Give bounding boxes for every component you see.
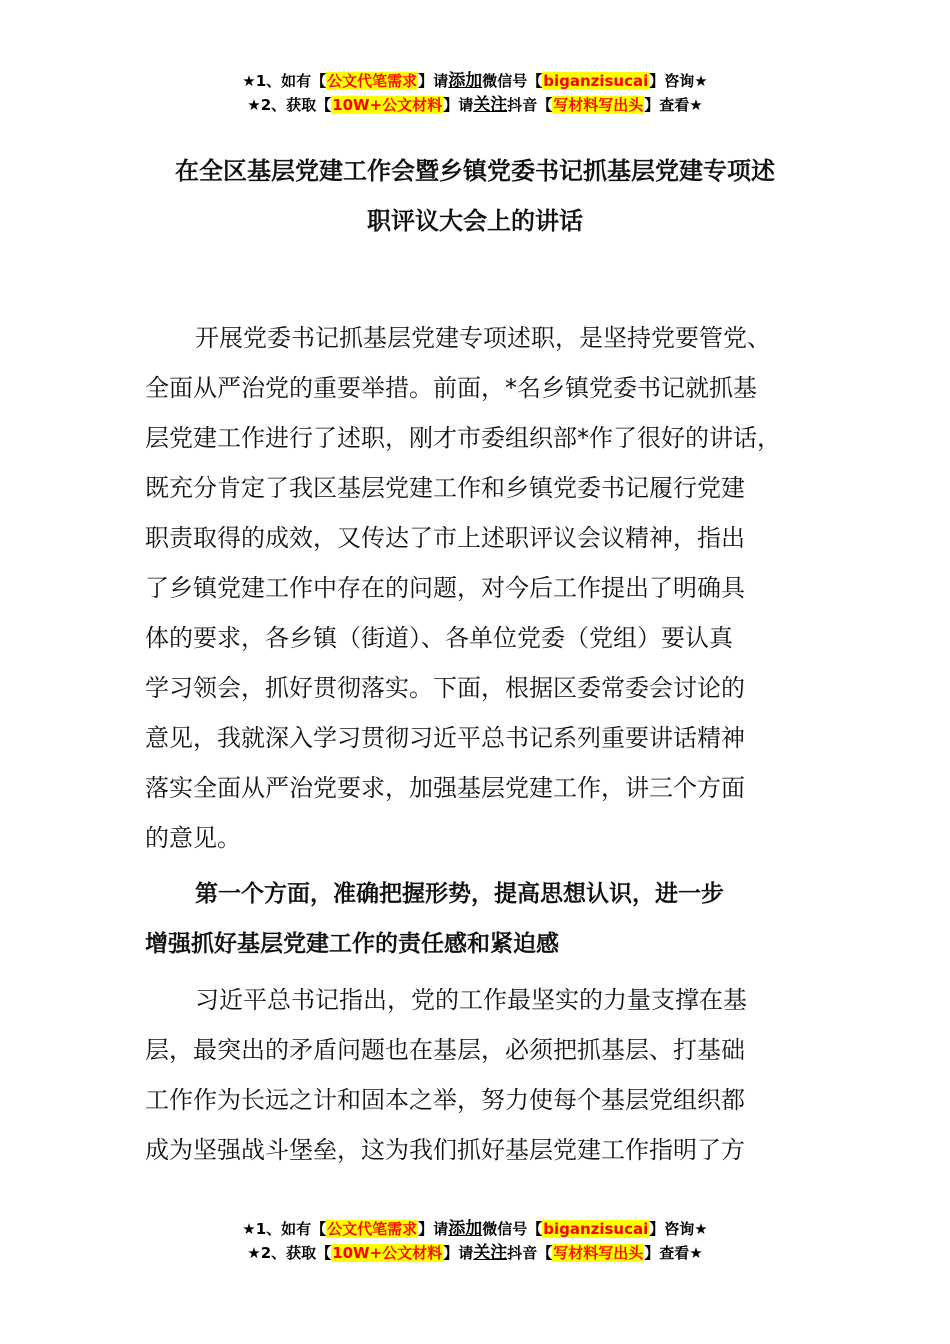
body-line: 意见，我就深入学习贯彻习近平总书记系列重要讲话精神 bbox=[145, 724, 745, 752]
highlight-wechat-id: biganzisucai bbox=[543, 72, 649, 90]
notice-line-1 bbox=[0, 1217, 950, 1241]
body-line: 层党建工作进行了述职，刚才市委组织部*作了很好的讲话， bbox=[145, 424, 781, 452]
notice-emphasis: 关注 bbox=[473, 1243, 508, 1263]
body-line: 成为坚强战斗堡垒，这为我们抓好基层党建工作指明了方 bbox=[145, 1136, 745, 1164]
body-line: 学习领会，抓好贯彻落实。下面，根据区委常委会讨论的 bbox=[145, 674, 745, 702]
notice-text: 】请 bbox=[418, 1220, 449, 1238]
body-line: 既充分肯定了我区基层党建工作和乡镇党委书记履行党建 bbox=[145, 474, 745, 502]
highlight-materials: 10W+公文材料 bbox=[332, 96, 443, 114]
paragraph-intro bbox=[145, 313, 835, 863]
title-line: 职评议大会上的讲话 bbox=[367, 207, 583, 235]
highlight-materials: 10W+公文材料 bbox=[332, 1244, 443, 1262]
document-body bbox=[145, 313, 835, 1175]
document-title bbox=[120, 146, 830, 246]
body-line: 习近平总书记指出，党的工作最坚实的力量支撑在基 bbox=[195, 986, 747, 1014]
heading-line: 第一个方面，准确把握形势，提高思想认识，进一步 bbox=[195, 881, 724, 907]
notice-emphasis: 关注 bbox=[473, 95, 508, 115]
notice-text: ★1、如有【 bbox=[242, 72, 327, 90]
highlight-service: 公文代笔需求 bbox=[327, 1220, 418, 1238]
body-line: 的意见。 bbox=[145, 824, 241, 852]
notice-text: 抖音【 bbox=[507, 1244, 553, 1262]
body-line: 工作作为长远之计和固本之举，努力使每个基层党组织都 bbox=[145, 1086, 745, 1114]
notice-text: ★2、获取【 bbox=[247, 1244, 332, 1262]
notice-text: ★2、获取【 bbox=[247, 96, 332, 114]
section-heading-1 bbox=[145, 869, 835, 969]
notice-text: 微信号【 bbox=[482, 1220, 543, 1238]
notice-text: 微信号【 bbox=[482, 72, 543, 90]
notice-line-2 bbox=[0, 1241, 950, 1265]
notice-emphasis: 添加 bbox=[448, 71, 483, 91]
notice-line-1 bbox=[0, 69, 950, 93]
notice-text: ★1、如有【 bbox=[242, 1220, 327, 1238]
notice-line-2 bbox=[0, 93, 950, 117]
heading-line: 增强抓好基层党建工作的责任感和紧迫感 bbox=[145, 931, 559, 957]
notice-text: 】查看★ bbox=[644, 1244, 703, 1262]
notice-emphasis: 添加 bbox=[448, 1219, 483, 1239]
body-line: 层，最突出的矛盾问题也在基层，必须把抓基层、打基础 bbox=[145, 1036, 745, 1064]
highlight-douyin-account: 写材料写出头 bbox=[553, 96, 644, 114]
notice-text: 】请 bbox=[418, 72, 449, 90]
notice-text: 】咨询★ bbox=[649, 72, 708, 90]
body-line: 开展党委书记抓基层党建专项述职，是坚持党要管党、 bbox=[195, 324, 771, 352]
body-line: 了乡镇党建工作中存在的问题，对今后工作提出了明确具 bbox=[145, 574, 745, 602]
highlight-service: 公文代笔需求 bbox=[327, 72, 418, 90]
notice-text: 抖音【 bbox=[507, 96, 553, 114]
top-notice bbox=[0, 69, 950, 117]
body-line: 落实全面从严治党要求，加强基层党建工作，讲三个方面 bbox=[145, 774, 745, 802]
bottom-notice bbox=[0, 1217, 950, 1265]
notice-text: 】咨询★ bbox=[649, 1220, 708, 1238]
notice-text: 】查看★ bbox=[644, 96, 703, 114]
notice-text: 】请 bbox=[443, 96, 474, 114]
body-line: 职责取得的成效，又传达了市上述职评议会议精神，指出 bbox=[145, 524, 745, 552]
notice-text: 】请 bbox=[443, 1244, 474, 1262]
body-line: 全面从严治党的重要举措。前面，*名乡镇党委书记就抓基 bbox=[145, 374, 757, 402]
title-line: 在全区基层党建工作会暨乡镇党委书记抓基层党建专项述 bbox=[175, 157, 775, 185]
body-line: 体的要求，各乡镇（街道）、各单位党委（党组）要认真 bbox=[145, 624, 733, 652]
highlight-wechat-id: biganzisucai bbox=[543, 1220, 649, 1238]
paragraph-section-1 bbox=[145, 975, 835, 1175]
highlight-douyin-account: 写材料写出头 bbox=[553, 1244, 644, 1262]
